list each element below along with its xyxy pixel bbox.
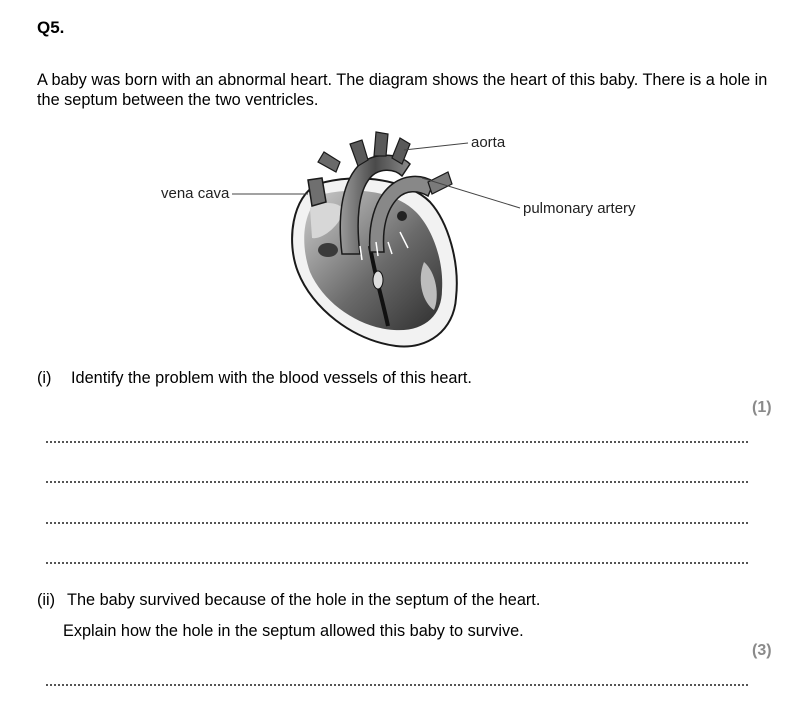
part-ii-subtext: Explain how the hole in the septum allowed this baby to survive. (63, 622, 524, 640)
part-ii-label: (ii) (37, 591, 56, 609)
question-number: Q5. (37, 18, 65, 37)
answer-line[interactable] (46, 684, 748, 686)
answer-line[interactable] (46, 441, 748, 443)
pulmonary-artery-leader (422, 178, 520, 208)
part-ii-text: The baby survived because of the hole in the septum of the heart. (67, 591, 541, 609)
label-pulmonary-artery: pulmonary artery (523, 200, 636, 217)
part-i-label: (i) (37, 369, 52, 387)
label-vena-cava: vena cava (161, 185, 230, 202)
part-i-marks: (1) (752, 399, 772, 416)
label-aorta: aorta (471, 134, 506, 151)
answer-line[interactable] (46, 562, 748, 564)
answer-line[interactable] (46, 481, 748, 483)
question-stem: A baby was born with an abnormal heart. The diagram shows the heart of this baby. There is a hole in the septum between the two ventricles. (37, 71, 768, 109)
answer-line[interactable] (46, 522, 748, 524)
part-i-text: Identify the problem with the blood vessels of this heart. (71, 369, 472, 387)
aorta-leader (404, 143, 468, 150)
part-ii-marks: (3) (752, 642, 772, 659)
